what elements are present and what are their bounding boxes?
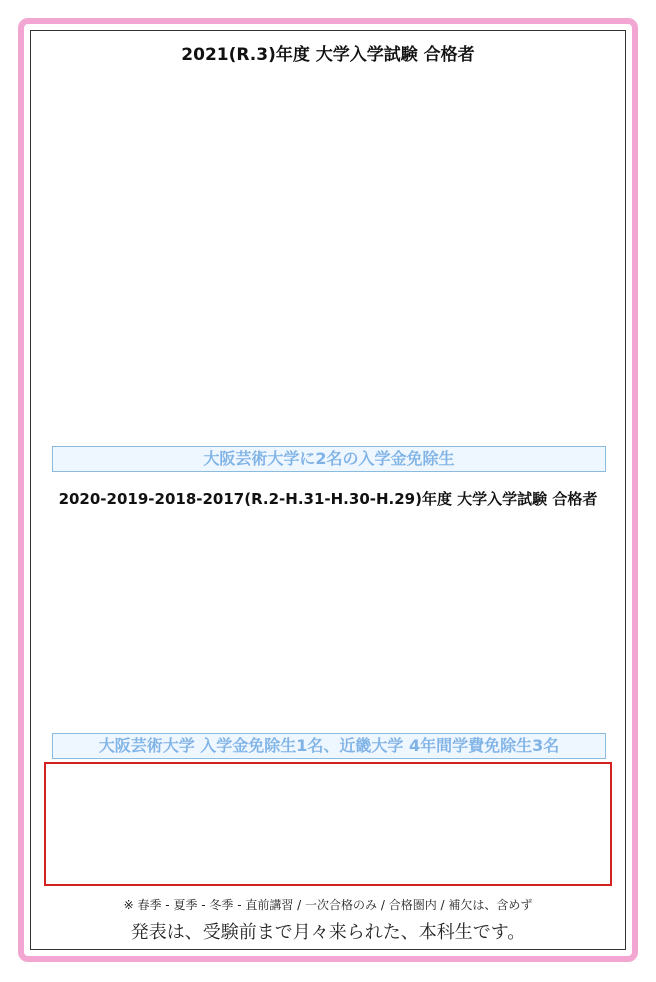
footer-note: ※ 春季 - 夏季 - 冬季 - 直前講習 / 一次合格のみ / 合格圏内 / 補欠は、含めず xyxy=(123,898,533,912)
heading-2021: 2021(R.3)年度 大学入学試験 合格者 xyxy=(181,45,475,65)
banner-2021: 大阪芸術大学に2名の入学金免除生 xyxy=(52,446,606,472)
heading-2020-2017: 2020-2019-2018-2017(R.2-H.31-H.30-H.29)年度 大学入学試験 合格者 xyxy=(58,490,598,508)
banner-2020-2017: 大阪芸術大学 入学金免除生1名、近畿大学 4年間学費免除生3名 xyxy=(52,733,606,759)
footer-main: 発表は、受験前まで月々来られた、本科生です。 xyxy=(130,922,526,943)
advertisement-box xyxy=(44,762,612,886)
